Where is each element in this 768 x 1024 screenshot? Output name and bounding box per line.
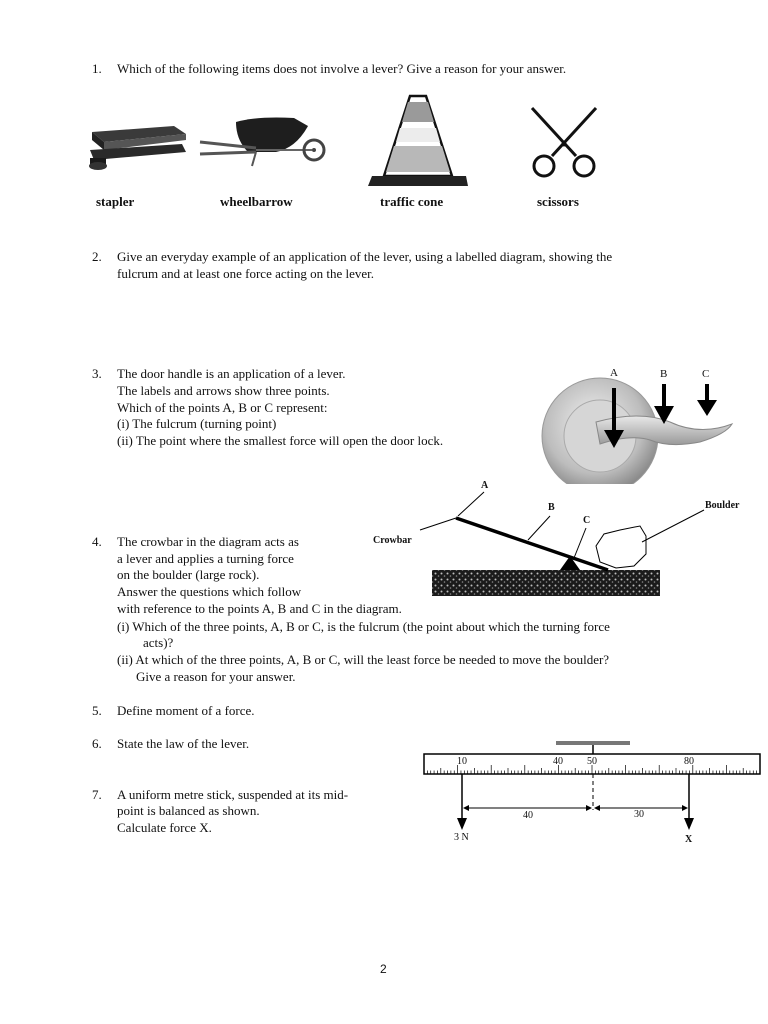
q6-text: State the law of the lever. xyxy=(117,736,250,751)
stick-mark-10: 10 xyxy=(457,756,467,767)
q4-line-3: on the boulder (large rock). xyxy=(117,567,260,582)
q1-item-wheelbarrow: wheelbarrow xyxy=(220,194,293,209)
q3-line-1: The door handle is an application of a lever. xyxy=(117,366,346,381)
q5-number: 5. xyxy=(92,703,102,718)
force-left-label: 3 N xyxy=(454,832,469,843)
distance-left: 40 xyxy=(523,810,533,821)
wheelbarrow-image xyxy=(196,108,332,174)
q1-number: 1. xyxy=(92,61,102,76)
force-right-label: X xyxy=(685,834,693,845)
q7-line-1: A uniform metre stick, suspended at its mid- xyxy=(117,787,349,802)
q1-item-scissors: scissors xyxy=(537,194,579,209)
q4-line-7: acts)? xyxy=(143,635,174,650)
q3-line-4: (i) The fulcrum (turning point) xyxy=(117,416,277,431)
q1-item-stapler: stapler xyxy=(96,194,135,209)
q3-number: 3. xyxy=(92,366,102,381)
q7-line-2: point is balanced as shown. xyxy=(117,803,260,818)
crowbar-point-a: A xyxy=(481,480,489,491)
stick-mark-50: 50 xyxy=(587,756,597,767)
stick-mark-40: 40 xyxy=(553,756,563,767)
page-number: 2 xyxy=(380,962,387,976)
crowbar-diagram xyxy=(410,476,768,602)
door-handle-diagram xyxy=(540,362,740,484)
q7-line-3: Calculate force X. xyxy=(117,820,212,835)
stick-mark-80: 80 xyxy=(684,756,694,767)
q6-number: 6. xyxy=(92,736,102,751)
q1-text: Which of the following items does not involve a lever? Give a reason for your answer. xyxy=(117,61,567,76)
crowbar-point-b: B xyxy=(548,502,555,513)
q4-line-8: (ii) At which of the three points, A, B or C, will the least force be needed to move the boulder? xyxy=(117,652,610,667)
boulder-label: Boulder xyxy=(705,500,740,511)
metre-stick-diagram xyxy=(420,738,765,848)
q7-number: 7. xyxy=(92,787,102,802)
crowbar-point-c: C xyxy=(583,515,591,526)
stapler-image xyxy=(86,118,190,178)
q4-line-4: Answer the questions which follow xyxy=(117,584,302,599)
q2-line-2: fulcrum and at least one force acting on the lever. xyxy=(117,266,375,281)
q4-line-6: (i) Which of the three points, A, B or C, is the fulcrum (the point about which the turning force xyxy=(117,619,610,634)
door-label-a: A xyxy=(610,367,618,379)
distance-right: 30 xyxy=(634,809,644,820)
q4-line-2: a lever and applies a turning force xyxy=(117,551,294,566)
q3-line-5: (ii) The point where the smallest force will open the door lock. xyxy=(117,433,444,448)
traffic-cone-image xyxy=(364,92,474,190)
q2-line-1: Give an everyday example of an application of the lever, using a labelled diagram, showing the xyxy=(117,249,613,264)
q3-line-2: The labels and arrows show three points. xyxy=(117,383,330,398)
scissors-image xyxy=(524,102,604,182)
q3-line-3: Which of the points A, B or C represent: xyxy=(117,400,328,415)
q4-line-9: Give a reason for your answer. xyxy=(136,669,296,684)
q4-line-1: The crowbar in the diagram acts as xyxy=(117,534,299,549)
q4-number: 4. xyxy=(92,534,102,549)
q5-text: Define moment of a force. xyxy=(117,703,255,718)
door-label-c: C xyxy=(702,368,710,380)
q4-line-5: with reference to the points A, B and C in the diagram. xyxy=(117,601,402,616)
q2-number: 2. xyxy=(92,249,102,264)
crowbar-label: Crowbar xyxy=(373,535,412,546)
door-label-b: B xyxy=(660,368,668,380)
q1-item-traffic-cone: traffic cone xyxy=(380,194,444,209)
